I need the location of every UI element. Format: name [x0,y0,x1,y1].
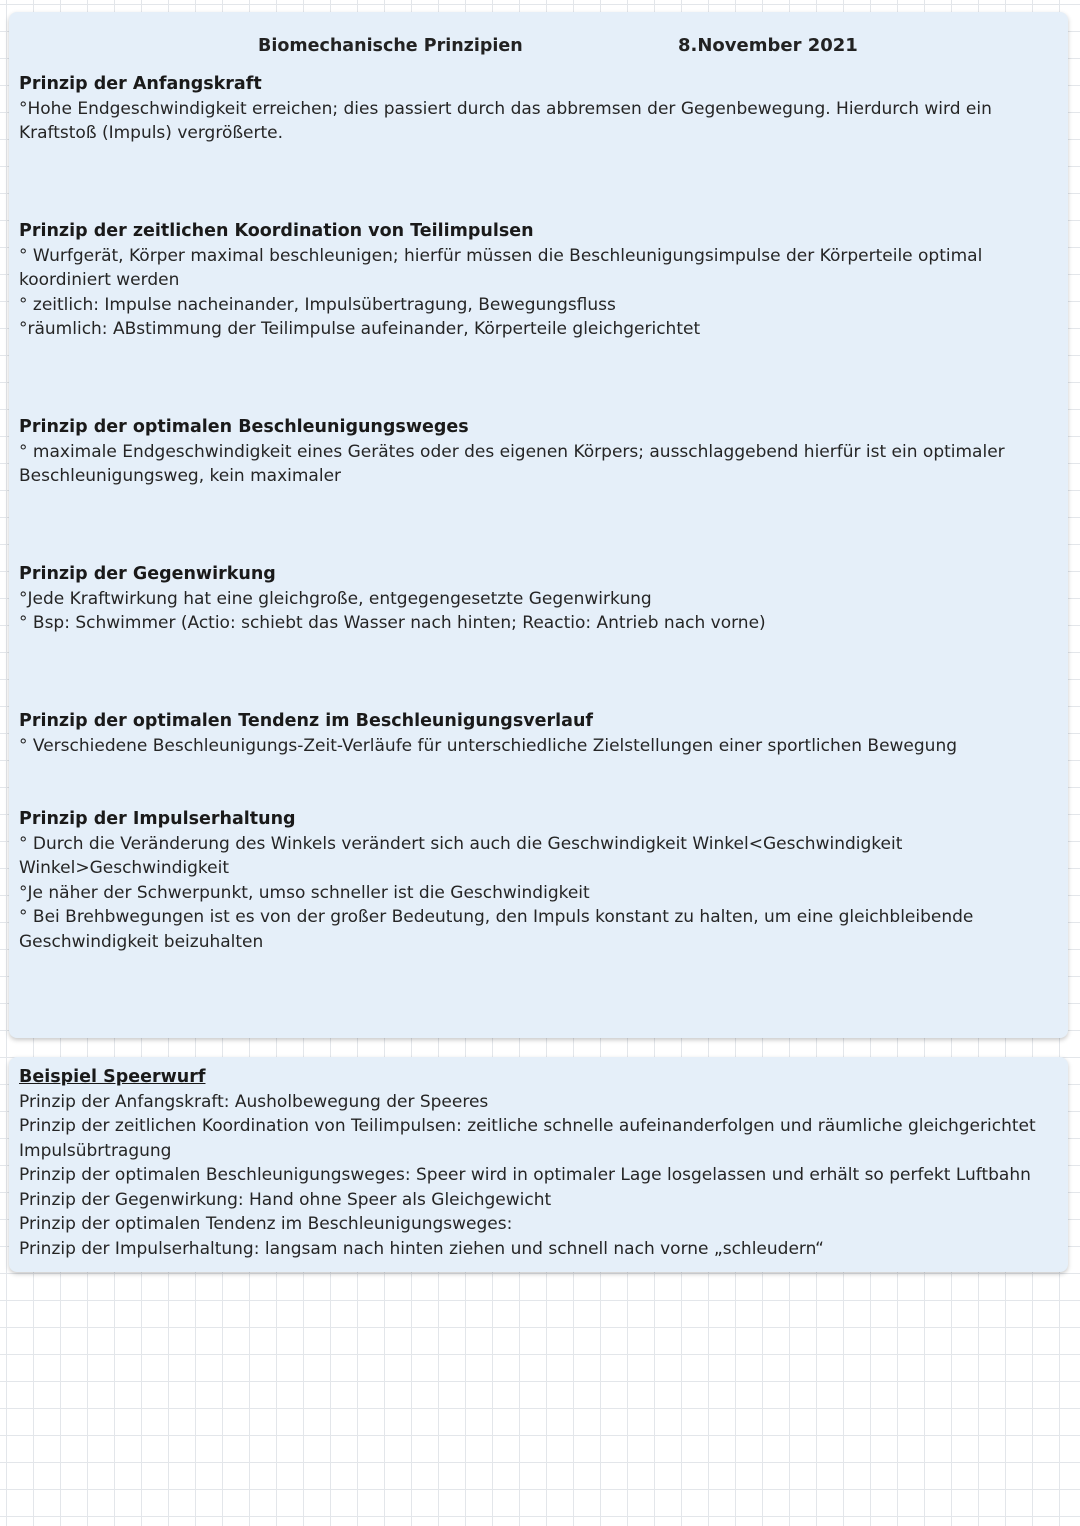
section-impulserhaltung [19,807,1059,954]
example-line: Prinzip der zeitlichen Koordination von Teilimpulsen: zeitliche schnelle aufeinanderfolgen und räumliche gleichgerichtet [19,1116,1036,1136]
example-line: Prinzip der Impulserhaltung: langsam nach hinten ziehen und schnell nach vorne „schleudern“ [19,1238,824,1259]
section-line: Winkel>Geschwindigkeit [19,858,230,878]
section-heading: Prinzip der Gegenwirkung [19,564,276,584]
section-line: ° Durch die Veränderung des Winkels verändert sich auch die Geschwindigkeit Winkel<Geschwindigkeit [19,833,903,854]
section-heading: Prinzip der zeitlichen Koordination von Teilimpulsen [19,221,534,241]
page-title: Biomechanische Prinzipien [258,36,523,56]
section-heading: Prinzip der optimalen Tendenz im Beschleunigungsverlauf [19,711,594,731]
example-heading: Beispiel Speerwurf [19,1067,206,1087]
section-heading: Prinzip der Impulserhaltung [19,809,296,829]
section-line: koordiniert werden [19,270,180,290]
example-card [9,1057,1068,1272]
notes-card [9,12,1068,1038]
page-date: 8.November 2021 [678,35,858,56]
section-heading: Prinzip der Anfangskraft [19,74,262,94]
section-gegenwirkung [19,562,1059,636]
section-line: ° zeitlich: Impulse nacheinander, Impulsübertragung, Bewegungsfluss [19,294,616,315]
section-line: °Je näher der Schwerpunkt, umso schneller ist die Geschwindigkeit [19,882,590,903]
example-line: Prinzip der optimalen Beschleunigungsweges: Speer wird in optimaler Lage losgelassen und erhält so perfekt Luftbahn [19,1165,1031,1185]
section-line: ° maximale Endgeschwindigkeit eines Gerätes oder des eigenen Körpers; ausschlaggebend hierfür ist ein optimaler [19,441,1005,462]
example-line: Prinzip der Anfangskraft: Ausholbewegung der Speeres [19,1091,489,1112]
example-line: Prinzip der Gegenwirkung: Hand ohne Speer als Gleichgewicht [19,1189,552,1210]
section-anfangskraft [19,72,1059,146]
section-line: ° Verschiedene Beschleunigungs-Zeit-Verläufe für unterschiedliche Zielstellungen einer sportlichen Bewegung [19,735,958,756]
section-line: °räumlich: ABstimmung der Teilimpulse aufeinander, Körperteile gleichgerichtet [19,319,701,339]
section-beschleunigungsweg [19,415,1059,489]
section-line: Kraftstoß (Impuls) vergrößerte. [19,123,284,143]
section-line: ° Bsp: Schwimmer (Actio: schiebt das Wasser nach hinten; Reactio: Antrieb nach vorne) [19,613,766,633]
example-line: Impulsübrtragung [19,1140,172,1161]
section-heading: Prinzip der optimalen Beschleunigungsweges [19,417,469,437]
section-line: ° Wurfgerät, Körper maximal beschleunigen; hierfür müssen die Beschleunigungsimpulse der Körperteile optimal [19,245,983,266]
section-zeitliche-koordination [19,219,1059,342]
section-line: °Hohe Endgeschwindigkeit erreichen; dies passiert durch das abbremsen der Gegenbewegung. Hierdurch wird ein [19,98,992,119]
section-tendenz [19,709,1059,758]
example-speerwurf [19,1065,1059,1261]
section-line: Beschleunigungsweg, kein maximaler [19,466,342,486]
section-line: Geschwindigkeit beizuhalten [19,931,264,952]
section-line: ° Bei Brehbwegungen ist es von der großer Bedeutung, den Impuls konstant zu halten, um eine gleichbleibende [19,907,974,927]
section-line: °Jede Kraftwirkung hat eine gleichgroße, entgegengesetzte Gegenwirkung [19,588,652,609]
example-line: Prinzip der optimalen Tendenz im Beschleunigungsweges: [19,1214,513,1234]
